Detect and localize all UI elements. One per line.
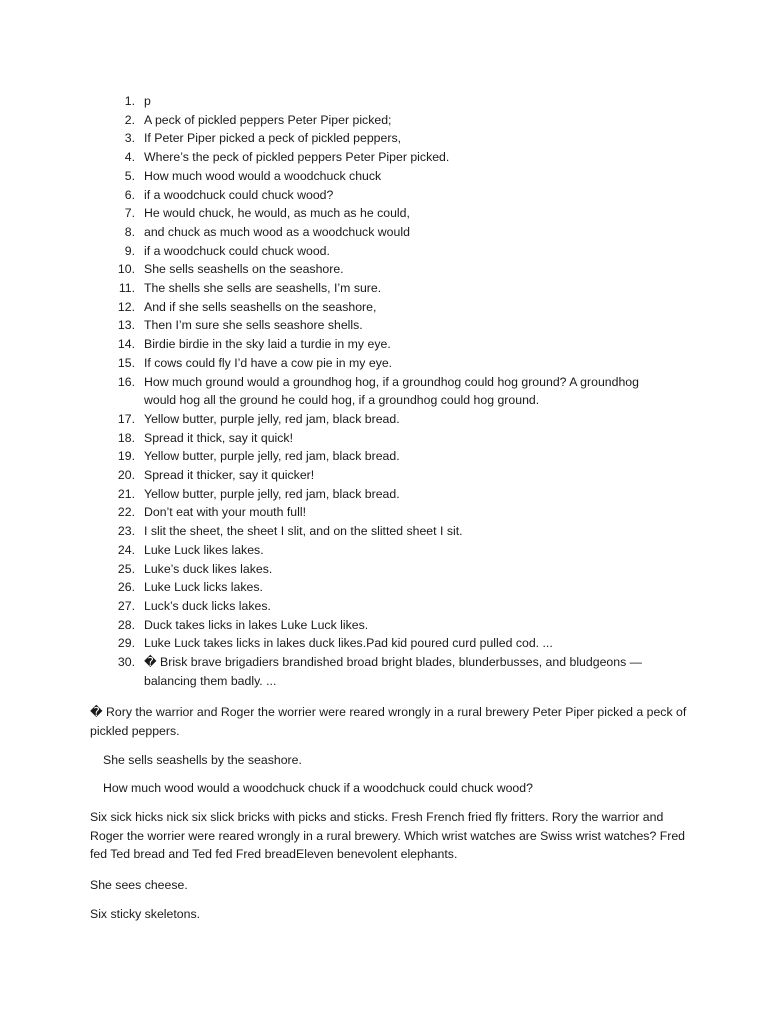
list-text: Yellow butter, purple jelly, red jam, black bread. (144, 486, 400, 501)
list-text: if a woodchuck could chuck wood? (144, 187, 334, 202)
list-number: 13. (117, 318, 135, 333)
list-item (108, 186, 668, 205)
list-item (108, 129, 668, 148)
list-text: Then I’m sure she sells seashore shells. (144, 318, 363, 333)
list-text: if a woodchuck could chuck wood. (144, 243, 330, 258)
list-text: Birdie birdie in the sky laid a turdie in my eye. (144, 337, 391, 352)
list-text: Yellow butter, purple jelly, red jam, black bread. (144, 411, 400, 426)
list-number: 9. (124, 243, 135, 258)
list-number: 19. (117, 449, 135, 464)
list-number: 7. (124, 206, 135, 221)
list-item (108, 242, 668, 261)
list-number: 10. (117, 262, 135, 277)
tongue-twister-list (108, 92, 668, 691)
list-text: Spread it thicker, say it quicker! (144, 468, 315, 483)
paragraph-woodchuck: How much wood would a woodchuck chuck if a woodchuck could chuck wood? (103, 781, 533, 795)
list-item (108, 485, 668, 504)
list-text: Luck’s duck licks lakes. (144, 598, 271, 613)
list-item (108, 223, 668, 242)
list-number: 16. (117, 374, 135, 389)
list-item (108, 354, 668, 373)
list-number: 3. (124, 131, 135, 146)
list-number: 8. (124, 224, 135, 239)
list-text: If cows could fly I’d have a cow pie in my eye. (144, 355, 393, 370)
list-number: 14. (117, 337, 135, 352)
list-number: 22. (117, 505, 135, 520)
list-item (108, 279, 668, 298)
list-text: Don’t eat with your mouth full! (144, 505, 306, 520)
list-number: 12. (117, 299, 135, 314)
list-number: 17. (117, 411, 135, 426)
list-item (108, 429, 668, 448)
list-number: 2. (124, 112, 135, 127)
list-text: How much ground would a groundhog hog, if a groundhog could hog ground? A groundhog would hog all the ground he could hog, if a groundhog could hog ground. (144, 374, 639, 408)
list-text: p (144, 94, 151, 108)
list-item (108, 92, 668, 111)
list-item (108, 616, 668, 635)
list-number: 29. (117, 636, 135, 651)
list-item (108, 634, 668, 653)
list-item (108, 560, 668, 579)
list-number: 28. (117, 617, 135, 632)
list-item (108, 410, 668, 429)
list-text: If Peter Piper picked a peck of pickled peppers, (144, 131, 402, 146)
list-item (108, 522, 668, 541)
list-item (108, 260, 668, 279)
list-item (108, 447, 668, 466)
list-number: 15. (117, 355, 135, 370)
list-item (108, 298, 668, 317)
paragraph-seashells: She sells seashells by the seashore. (103, 753, 302, 767)
list-item (108, 373, 668, 410)
list-text: Luke Luck licks lakes. (144, 580, 263, 595)
list-item (108, 578, 668, 597)
list-number: 26. (117, 580, 135, 595)
paragraph-skeletons: Six sticky skeletons. (90, 907, 201, 921)
list-text: A peck of pickled peppers Peter Piper picked; (144, 112, 392, 127)
list-item (108, 204, 668, 223)
list-text: Where’s the peck of pickled peppers Peter Piper picked. (144, 150, 450, 165)
list-item (108, 335, 668, 354)
list-item (108, 316, 668, 335)
paragraph-cheese: She sees cheese. (90, 878, 188, 892)
list-text: Spread it thick, say it quick! (144, 430, 293, 445)
list-number: 21. (117, 486, 135, 501)
list-number: 4. (124, 150, 135, 165)
list-text: And if she sells seashells on the seashore, (144, 299, 377, 314)
list-number: 11. (118, 281, 135, 296)
paragraph-six-sick-hicks: Six sick hicks nick six slick bricks with picks and sticks. Fresh French fried fly fritters. Rory the warrior and Roger the worrier were reared wrongly in a rural brewery. Which wrist watches are Swiss wrist watches? Fred fed Ted bread and Ted fed Fred breadEleven benevolent elephants. (90, 810, 685, 862)
list-item (108, 111, 668, 130)
list-text: How much wood would a woodchuck chuck (144, 168, 382, 183)
paragraph-rory-peter: � Rory the warrior and Roger the worrier were reared wrongly in a rural brewery Peter Piper picked a peck of pickled peppers. (90, 705, 687, 738)
list-text: She sells seashells on the seashore. (144, 262, 344, 277)
list-number: 20. (117, 468, 135, 483)
list-item (108, 653, 668, 690)
list-item (108, 541, 668, 560)
list-number: 1. (124, 94, 135, 108)
list-item (108, 148, 668, 167)
list-item (108, 597, 668, 616)
list-number: 27. (117, 598, 135, 613)
list-text: Luke’s duck likes lakes. (144, 561, 273, 576)
list-item (108, 503, 668, 522)
list-text: The shells she sells are seashells, I’m sure. (144, 281, 382, 296)
list-text: He would chuck, he would, as much as he could, (144, 206, 410, 221)
list-text: � Brisk brave brigadiers brandished broad bright blades, blunderbusses, and bludgeons — balancing them badly. ... (144, 655, 642, 688)
list-number: 30. (117, 655, 135, 670)
list-number: 24. (117, 542, 135, 557)
list-text: Duck takes licks in lakes Luke Luck likes. (144, 617, 369, 632)
list-number: 6. (124, 187, 135, 202)
list-item (108, 466, 668, 485)
list-number: 25. (117, 561, 135, 576)
list-number: 5. (124, 168, 135, 183)
list-number: 23. (117, 524, 135, 539)
list-number: 18. (117, 430, 135, 445)
list-text: Yellow butter, purple jelly, red jam, black bread. (144, 449, 400, 464)
list-text: Luke Luck likes lakes. (144, 542, 264, 557)
list-text: Luke Luck takes licks in lakes duck likes.Pad kid poured curd pulled cod. ... (144, 636, 553, 651)
list-item (108, 167, 668, 186)
list-text: and chuck as much wood as a woodchuck would (144, 224, 410, 239)
list-text: I slit the sheet, the sheet I slit, and on the slitted sheet I sit. (144, 524, 463, 539)
